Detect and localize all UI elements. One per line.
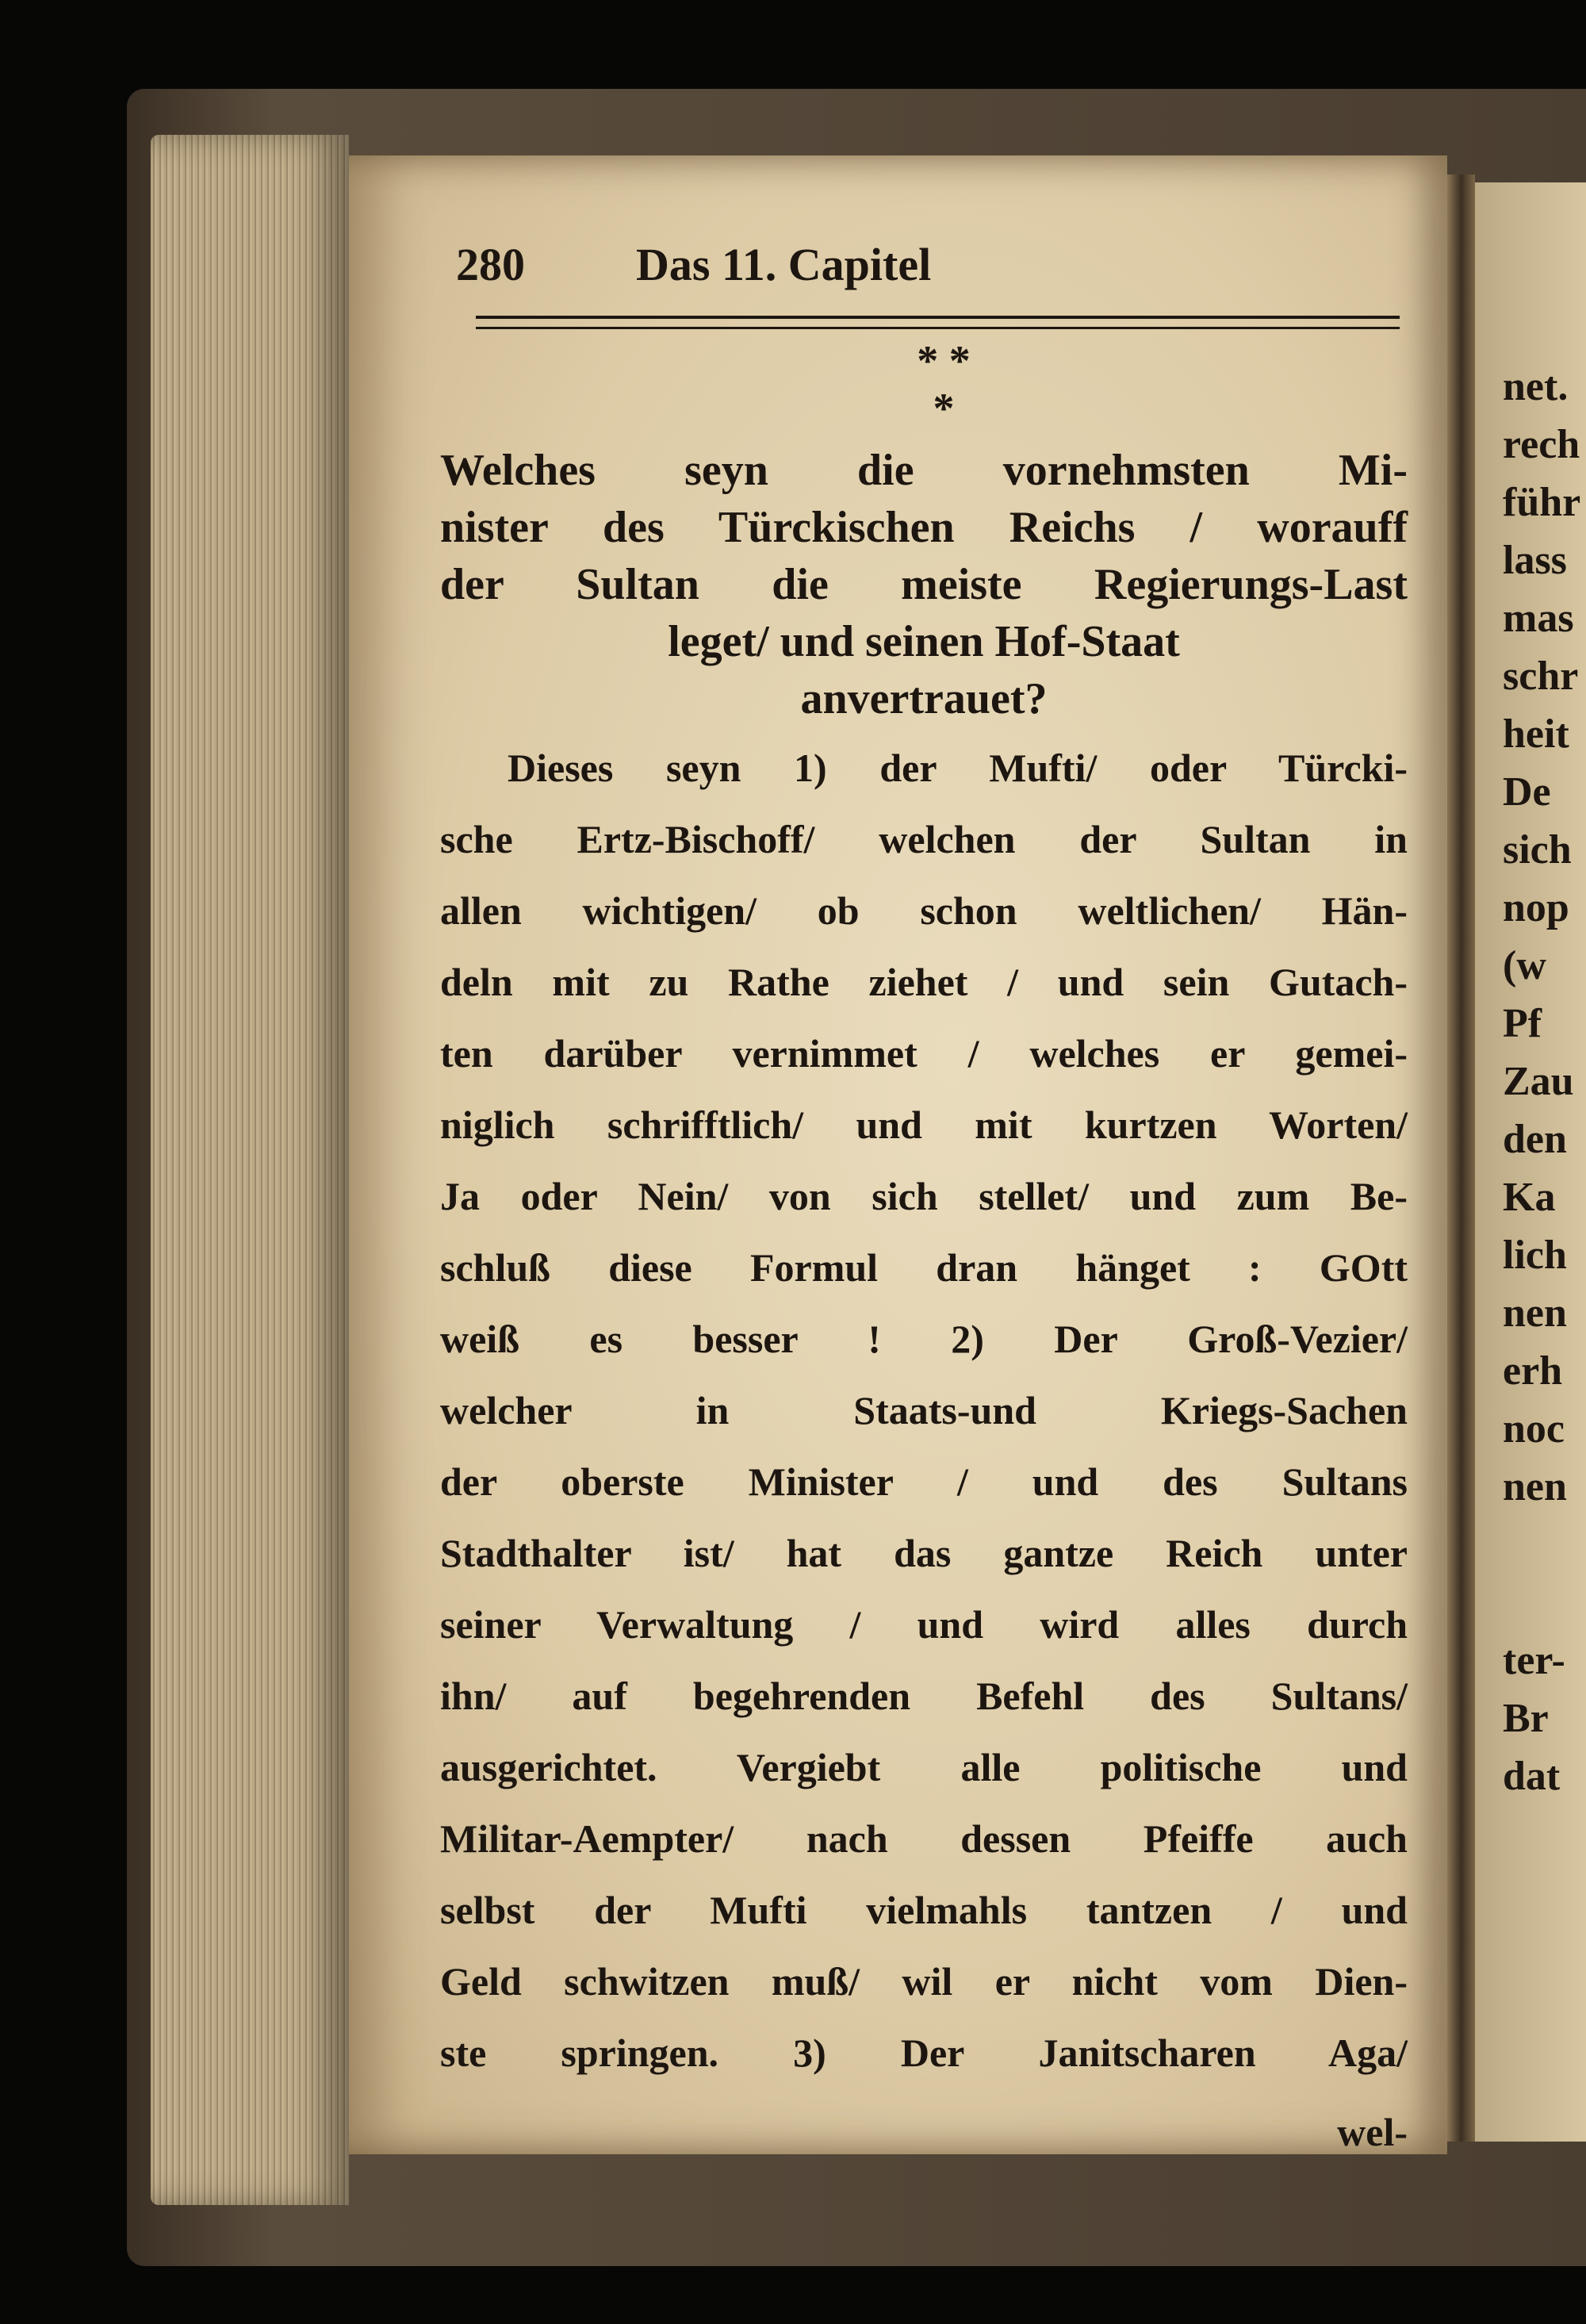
page-header [456,238,1186,291]
body-line: selbst der Mufti vielmahls tantzen / und [440,1888,1408,1932]
body-line: Geld schwitzen muß/ wil er nicht vom Dien- [440,1959,1408,2004]
question-line: anvertrauet? [800,674,1048,723]
right-page-fragment: führ [1503,480,1581,525]
body-line: Stadthalter ist/ hat das gantze Reich unter [440,1531,1408,1575]
right-page-fragment: lass [1503,538,1567,583]
right-page-fragment: Ka [1503,1175,1556,1220]
question-line: nister des Türckischen Reichs / worauff [440,503,1408,552]
body-line: ihn/ auf begehrenden Befehl des Sultans/ [440,1674,1408,1718]
question-line: Welches seyn die vornehmsten Mi- [440,446,1408,495]
right-page-fragment: sich [1503,827,1572,872]
body-line: der oberste Minister / und des Sultans [440,1459,1408,1504]
body-line: deln mit zu Rathe ziehet / und sein Gutach- [440,960,1408,1004]
right-page-fragment: noc [1503,1406,1565,1452]
right-page-fragment: (w [1503,943,1546,988]
right-page-fragment: schr [1503,654,1579,699]
right-page-fragment: den [1503,1117,1567,1162]
right-page-fragment: heit [1503,711,1569,757]
right-page-fragment: rech [1503,422,1580,467]
body-line: schluß diese Formul dran hänget : GOtt [440,1245,1408,1290]
body-line: niglich schrifftlich/ und mit kurtzen Worten/ [440,1103,1408,1147]
catchword: wel- [1337,2110,1408,2154]
body-line: Dieses seyn 1) der Mufti/ oder Türcki- [508,746,1408,790]
ornament-asterisks [896,337,991,432]
body-line: sche Ertz-Bischoff/ welchen der Sultan in [440,817,1408,861]
body-line: Militar-Aempter/ nach dessen Pfeiffe auch [440,1816,1408,1861]
body-line: ten darüber vernimmet / welches er gemei- [440,1031,1408,1076]
right-page-fragment: dat [1503,1754,1561,1799]
right-page-fragment: De [1503,769,1551,815]
running-head: Das 11. Capitel [636,239,932,290]
question-line: der Sultan die meiste Regierungs-Last [440,560,1408,609]
page-number: 280 [456,239,525,290]
right-page-fragment: Zau [1503,1059,1574,1104]
right-page-fragment: nen [1503,1464,1567,1509]
body-line: ste springen. 3) Der Janitscharen Aga/ [440,2031,1408,2075]
body-line: seiner Verwaltung / und wird alles durch [440,1602,1408,1647]
right-page-fragment: erh [1503,1348,1563,1394]
body-line: ausgerichtet. Vergiebt alle politische und [440,1745,1408,1789]
book-gutter [1447,174,1475,2142]
page-edges [151,135,349,2205]
right-page-fragment: nen [1503,1290,1567,1336]
body-line: Ja oder Nein/ von sich stellet/ und zum Be- [440,1174,1408,1218]
right-page-fragment: Pf [1503,1001,1542,1046]
body-line: allen wichtigen/ ob schon weltlichen/ Hän- [440,888,1408,933]
right-page-fragment: nop [1503,885,1569,930]
right-page-fragment: net. [1503,364,1569,409]
right-page-fragment: Br [1503,1696,1549,1741]
ornament-line: * * [917,337,971,385]
right-page-fragment: ter- [1503,1638,1565,1683]
body-line: weiß es besser ! 2) Der Groß-Vezier/ [440,1317,1408,1361]
body-line: welcher in Staats-und Kriegs-Sachen [440,1388,1408,1432]
right-page-fragment: lich [1503,1233,1567,1278]
question-line: leget/ und seinen Hof-Staat [668,617,1180,666]
ornament-line: * [933,385,955,432]
header-rule [476,316,1400,329]
right-page-fragment: mas [1503,596,1574,641]
